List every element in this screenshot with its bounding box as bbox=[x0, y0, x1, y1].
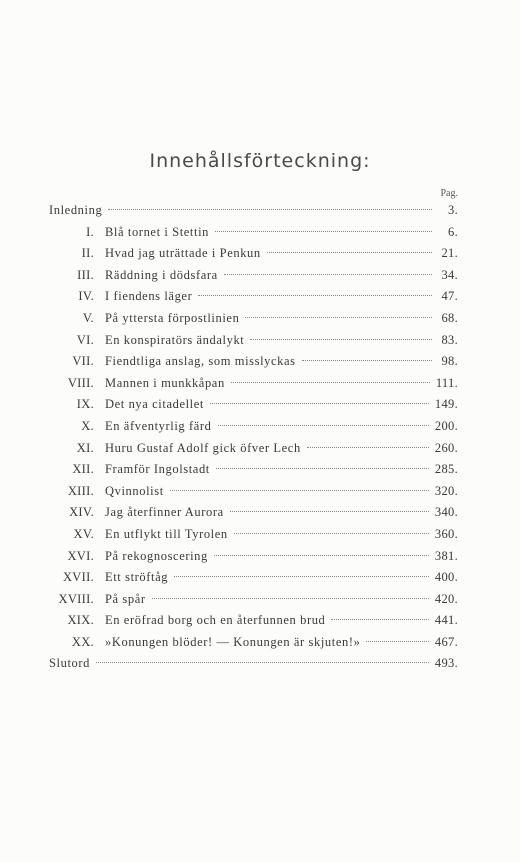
chapter-title: Huru Gustaf Adolf gick öfver Lech bbox=[105, 440, 301, 455]
page-number: 285. bbox=[434, 462, 458, 477]
dot-leader bbox=[170, 490, 429, 491]
chapter-title: En äfventyrlig färd bbox=[105, 418, 212, 433]
toc-entry bbox=[49, 200, 458, 222]
chapter-title: Slutord bbox=[49, 656, 91, 671]
page-number: 111. bbox=[435, 375, 458, 390]
chapter-number: X. bbox=[81, 418, 94, 433]
page-column-header: Pag. bbox=[440, 188, 458, 199]
dot-leader bbox=[218, 425, 429, 426]
chapter-title: Räddning i dödsfara bbox=[105, 267, 218, 282]
toc-entry bbox=[49, 222, 458, 244]
chapter-number: VI. bbox=[76, 332, 94, 347]
toc-entry bbox=[49, 481, 458, 503]
page-number: 149. bbox=[434, 397, 458, 412]
table-of-contents bbox=[49, 200, 458, 675]
chapter-number: V. bbox=[82, 310, 94, 325]
chapter-title: Framför Ingolstadt bbox=[105, 462, 210, 477]
page-number: 21. bbox=[441, 246, 458, 261]
chapter-title: En utflykt till Tyrolen bbox=[105, 526, 228, 541]
page-number: 493. bbox=[434, 656, 458, 671]
page-number: 400. bbox=[434, 570, 458, 585]
dot-leader bbox=[174, 576, 429, 577]
dot-leader bbox=[331, 619, 429, 620]
chapter-title: En konspiratörs ändalykt bbox=[105, 332, 245, 347]
toc-entry bbox=[49, 351, 458, 373]
toc-entry bbox=[49, 308, 458, 330]
dot-leader bbox=[245, 317, 432, 318]
chapter-title: I fiendens läger bbox=[105, 289, 193, 304]
chapter-title: Qvinnolist bbox=[105, 483, 164, 498]
chapter-title: Blå tornet i Stettin bbox=[105, 224, 210, 239]
chapter-number: VIII. bbox=[67, 375, 94, 390]
chapter-title: Mannen i munkkåpan bbox=[105, 375, 225, 390]
chapter-number: XIX. bbox=[67, 613, 94, 628]
page-number: 200. bbox=[434, 418, 458, 433]
toc-entry bbox=[49, 373, 458, 395]
chapter-title: Inledning bbox=[49, 203, 103, 217]
page-number: 420. bbox=[434, 591, 458, 606]
dot-leader bbox=[307, 447, 429, 448]
chapter-title: Det nya citadellet bbox=[105, 397, 204, 412]
chapter-number: XIV. bbox=[69, 505, 94, 520]
chapter-number: I. bbox=[86, 224, 94, 239]
dot-leader bbox=[366, 641, 428, 642]
dot-leader bbox=[108, 209, 432, 210]
toc-entry bbox=[49, 438, 458, 460]
dot-leader bbox=[214, 555, 429, 556]
chapter-title: Jag återfinner Aurora bbox=[105, 505, 224, 520]
page-number: 34. bbox=[441, 267, 458, 282]
toc-entry bbox=[49, 243, 458, 265]
page-number: 83. bbox=[441, 332, 458, 347]
dot-leader bbox=[198, 295, 432, 296]
dot-leader bbox=[224, 274, 432, 275]
dot-leader bbox=[250, 339, 432, 340]
toc-entry bbox=[49, 546, 458, 568]
chapter-title: På rekognoscering bbox=[105, 548, 208, 563]
toc-entry bbox=[49, 330, 458, 352]
chapter-number: XVI. bbox=[67, 548, 94, 563]
dot-leader bbox=[302, 360, 432, 361]
chapter-number: XIII. bbox=[67, 483, 94, 498]
page-number: 3. bbox=[448, 203, 458, 217]
page-title: Innehållsförteckning: bbox=[149, 150, 371, 172]
toc-entry bbox=[49, 567, 458, 589]
toc-entry bbox=[49, 286, 458, 308]
dot-leader bbox=[215, 231, 432, 232]
chapter-title: »Konungen blöder! — Konungen är skjuten!» bbox=[105, 634, 361, 649]
toc-entry bbox=[49, 524, 458, 546]
toc-entry bbox=[49, 632, 458, 654]
chapter-number: IV. bbox=[78, 289, 94, 304]
chapter-number: XX. bbox=[71, 634, 94, 649]
chapter-title: På spår bbox=[105, 591, 146, 606]
toc-entry bbox=[49, 265, 458, 287]
page-number: 381. bbox=[434, 548, 458, 563]
page-number: 320. bbox=[434, 483, 458, 498]
chapter-title: På yttersta förpostlinien bbox=[105, 310, 240, 325]
chapter-number: II. bbox=[81, 246, 94, 261]
page-number: 6. bbox=[448, 224, 458, 239]
dot-leader bbox=[210, 403, 429, 404]
toc-entry bbox=[49, 394, 458, 416]
dot-leader bbox=[230, 511, 429, 512]
chapter-number: VII. bbox=[72, 354, 94, 369]
chapter-title: Fiendtliga anslag, som misslyckas bbox=[105, 354, 296, 369]
toc-entry bbox=[49, 610, 458, 632]
chapter-number: III. bbox=[77, 267, 94, 282]
chapter-number: XV. bbox=[73, 526, 94, 541]
chapter-number: XII. bbox=[72, 462, 94, 477]
page-number: 47. bbox=[441, 289, 458, 304]
page-number: 260. bbox=[434, 440, 458, 455]
toc-entry bbox=[49, 589, 458, 611]
page-number: 340. bbox=[434, 505, 458, 520]
dot-leader bbox=[216, 468, 429, 469]
page-number: 98. bbox=[441, 354, 458, 369]
toc-entry bbox=[49, 653, 458, 675]
page-number: 360. bbox=[434, 526, 458, 541]
page-number: 68. bbox=[441, 310, 458, 325]
dot-leader bbox=[152, 598, 429, 599]
chapter-title: Hvad jag uträttade i Penkun bbox=[105, 246, 261, 261]
chapter-number: XVII. bbox=[62, 570, 94, 585]
toc-entry bbox=[49, 459, 458, 481]
toc-entry bbox=[49, 502, 458, 524]
dot-leader bbox=[234, 533, 429, 534]
dot-leader bbox=[267, 252, 432, 253]
chapter-title: Ett ströftåg bbox=[105, 570, 169, 585]
chapter-number: IX. bbox=[76, 397, 94, 412]
dot-leader bbox=[96, 662, 429, 663]
page-number: 467. bbox=[434, 634, 458, 649]
chapter-number: XVIII. bbox=[58, 591, 94, 606]
chapter-title: En eröfrad borg och en återfunnen brud bbox=[105, 613, 326, 628]
toc-entry bbox=[49, 416, 458, 438]
page-number: 441. bbox=[434, 613, 458, 628]
chapter-number: XI. bbox=[76, 440, 94, 455]
dot-leader bbox=[231, 382, 430, 383]
